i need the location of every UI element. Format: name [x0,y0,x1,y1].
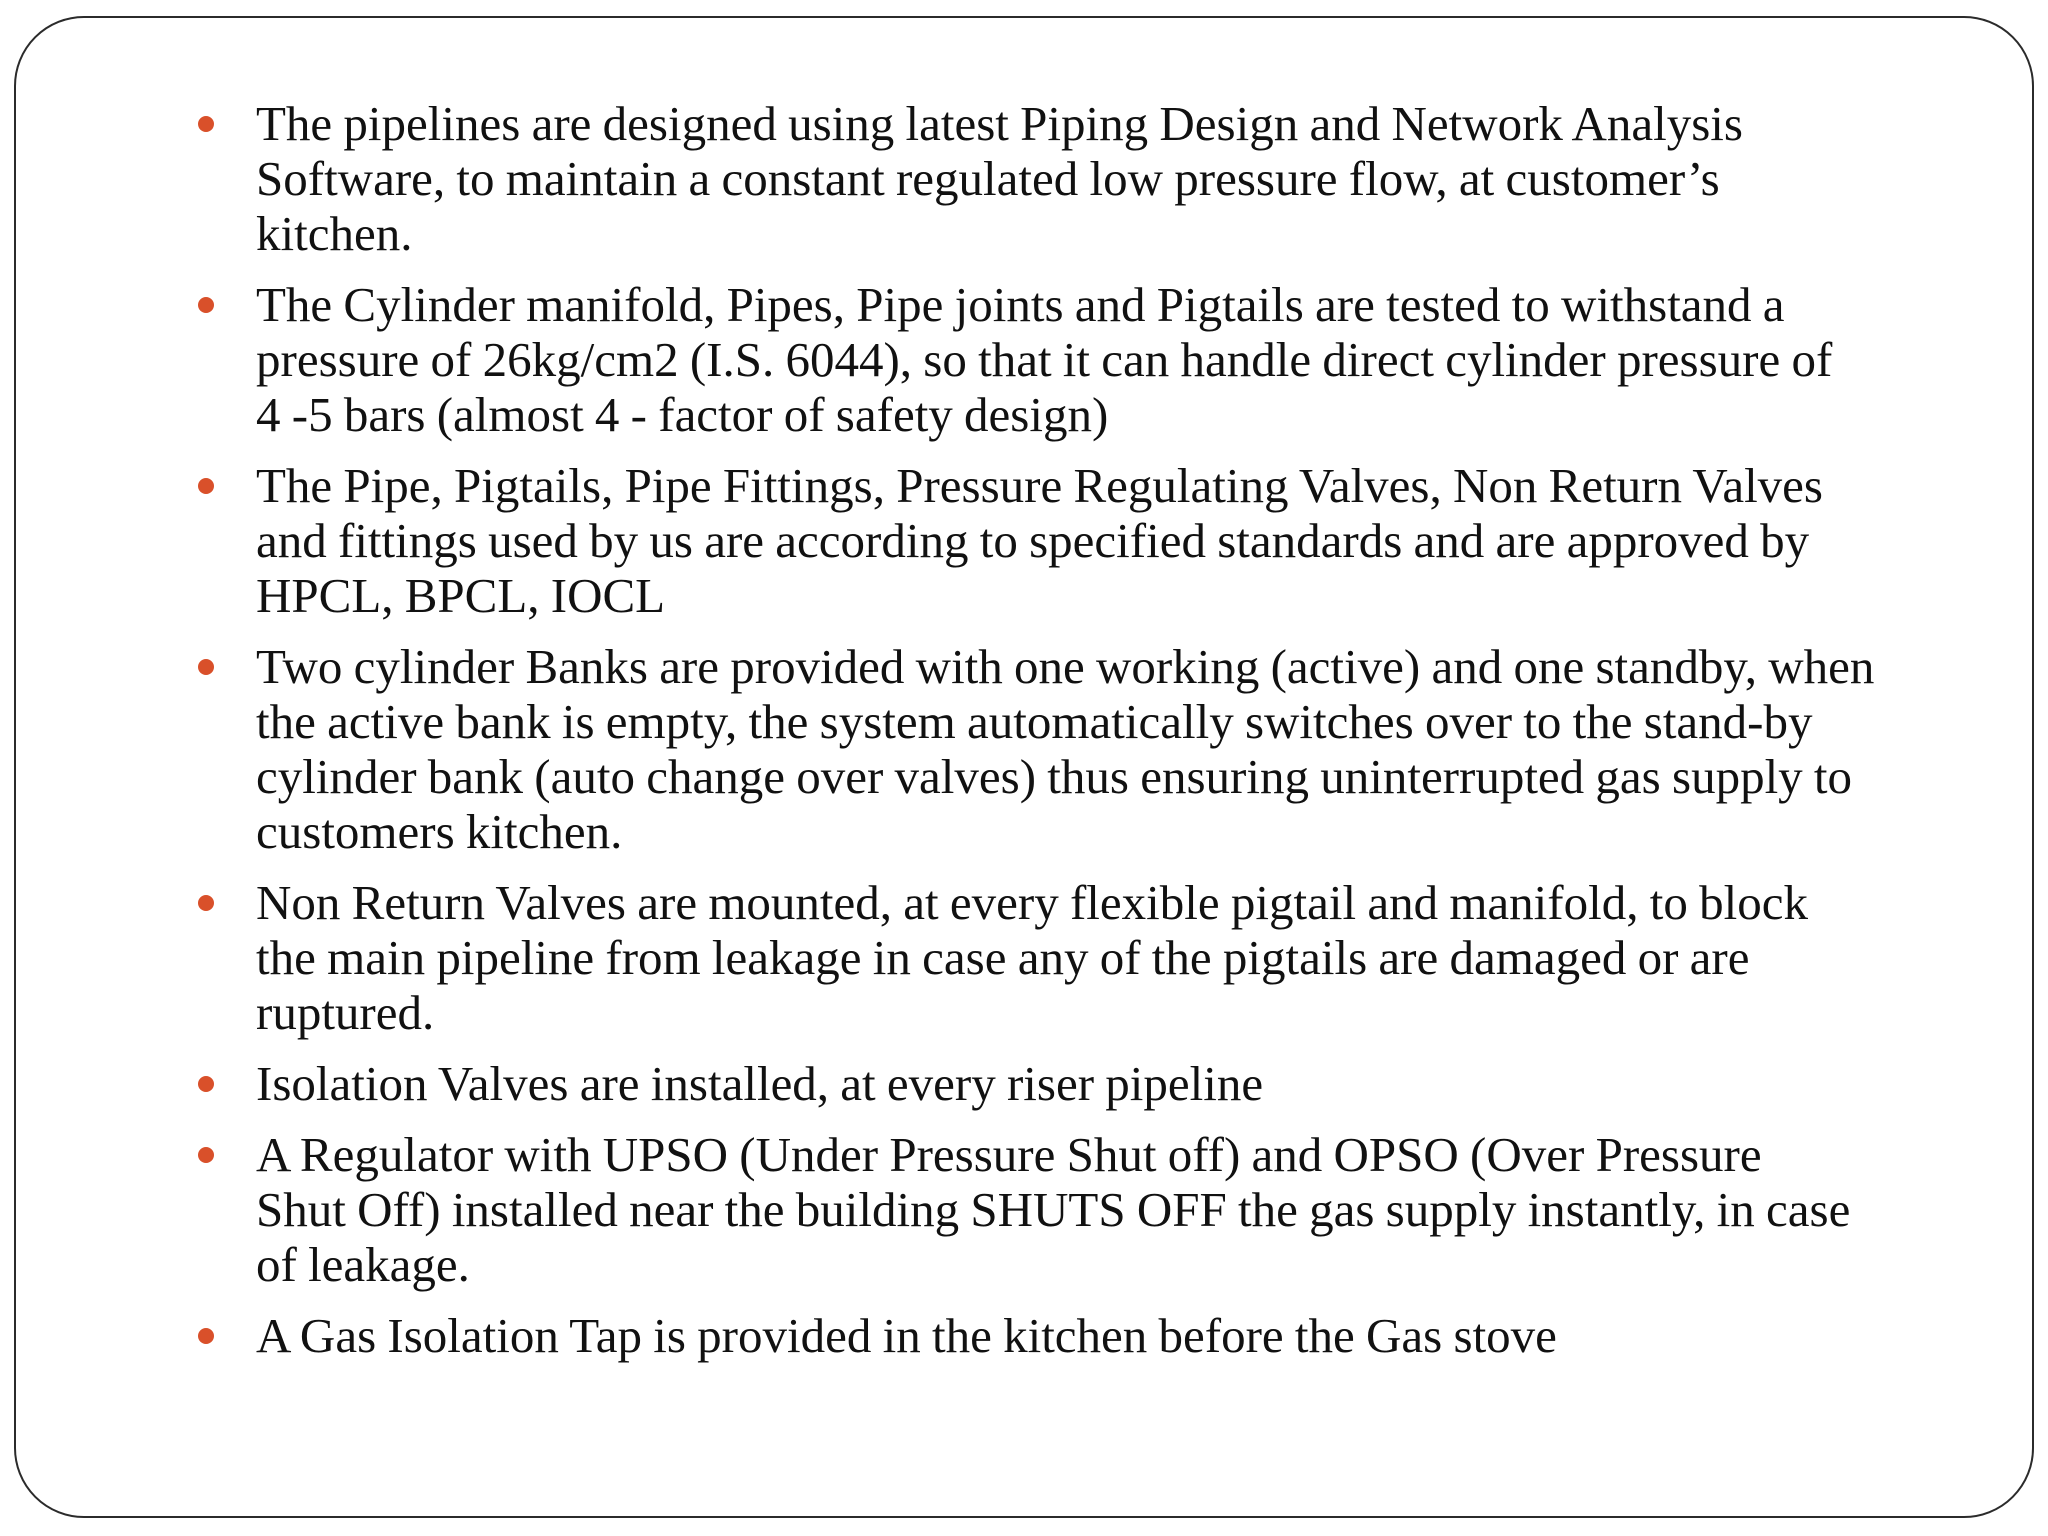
orange-dot-icon [198,1147,214,1163]
bullet-line: Isolation Valves are installed, at every riser pipeline [256,1056,1264,1111]
bullet-line: Software, to maintain a constant regulated low pressure flow, at customer’s [256,151,1720,206]
bullet-line: Non Return Valves are mounted, at every flexible pigtail and manifold, to block [256,875,1808,930]
orange-dot-icon [198,1328,214,1344]
bullet-line: A Regulator with UPSO (Under Pressure Shut off) and OPSO (Over Pressure [256,1127,1762,1182]
bullet-item [16,96,2036,261]
bullet-item [16,277,2036,442]
bullet-line: Two cylinder Banks are provided with one working (active) and one standby, when [256,639,1875,694]
orange-dot-icon [198,895,214,911]
bullet-line: kitchen. [256,206,413,261]
bullet-line: 4 -5 bars (almost 4 - factor of safety design) [256,387,1109,442]
bullet-item [16,875,2036,1040]
orange-dot-icon [198,297,214,313]
bullet-line: The pipelines are designed using latest Piping Design and Network Analysis [256,96,1743,151]
bullet-line: the main pipeline from leakage in case any of the pigtails are damaged or are [256,930,1750,985]
bullet-line: pressure of 26kg/cm2 (I.S. 6044), so that it can handle direct cylinder pressure of [256,332,1833,387]
bullet-line: the active bank is empty, the system automatically switches over to the stand-by [256,694,1813,749]
orange-dot-icon [198,1076,214,1092]
orange-dot-icon [198,116,214,132]
bullet-line: The Pipe, Pigtails, Pipe Fittings, Pressure Regulating Valves, Non Return Valves [256,458,1823,513]
orange-dot-icon [198,659,214,675]
bullet-item [16,458,2036,623]
bullet-item [16,1056,2036,1111]
bullet-line: and fittings used by us are according to specified standards and are approved by [256,513,1810,568]
bullet-item [16,1127,2036,1292]
bullet-line: The Cylinder manifold, Pipes, Pipe joints and Pigtails are tested to withstand a [256,277,1785,332]
bullet-line: customers kitchen. [256,804,623,859]
bullet-line: A Gas Isolation Tap is provided in the kitchen before the Gas stove [256,1308,1557,1363]
bullet-line: ruptured. [256,985,435,1040]
bullet-line: Shut Off) installed near the building SHUTS OFF the gas supply instantly, in case [256,1182,1851,1237]
bullet-line: of leakage. [256,1237,470,1292]
bullet-line: cylinder bank (auto change over valves) thus ensuring uninterrupted gas supply to [256,749,1853,804]
bullet-item [16,639,2036,859]
bullet-list [16,96,2036,1379]
orange-dot-icon [198,478,214,494]
bullet-line: HPCL, BPCL, IOCL [256,568,666,623]
slide-frame [14,16,2034,1518]
bullet-item [16,1308,2036,1363]
